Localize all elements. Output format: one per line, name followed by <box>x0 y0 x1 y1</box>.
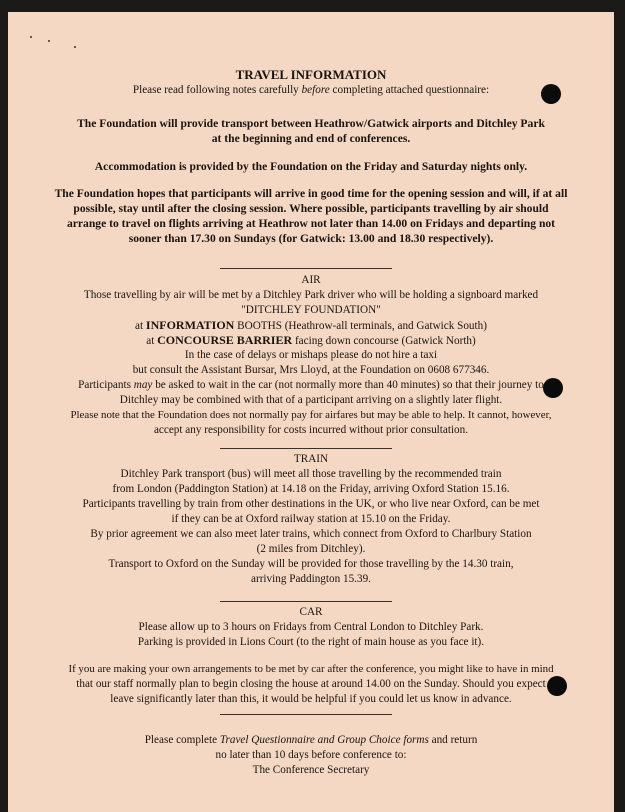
air-line: accept any responsibility for costs incurred without prior consultation. <box>153 424 469 436</box>
notice-line: possible, stay until after the closing session. Where possible, participants travelling by air should <box>73 202 549 215</box>
train-line: arriving Paddington 15.39. <box>251 573 371 585</box>
air-line: Ditchley may be combined with that of a participant arriving on a slightly later flight. <box>119 394 503 406</box>
closing-post: and return <box>428 734 478 746</box>
train-line: from London (Paddington Station) at 14.18 on the Friday, arriving Oxford Station 15.16. <box>112 483 510 495</box>
air-line <box>8 378 614 393</box>
air-line-pre: at <box>146 335 158 347</box>
intro-emphasis: before <box>301 84 330 96</box>
notice-line: at the beginning and end of conferences. <box>211 132 411 145</box>
train-line: By prior agreement we can also meet later trains, which connect from Oxford to Charlbury Station <box>90 528 532 540</box>
air-line-strong: CONCOURSE BARRIER <box>157 333 293 347</box>
page-title: TRAVEL INFORMATION <box>235 67 387 82</box>
car-line: If you are making your own arrangements to be met by car after the conference, you might like to have in mind <box>68 663 554 675</box>
air-line <box>8 333 614 349</box>
section-divider <box>220 601 392 602</box>
air-line: "DITCHLEY FOUNDATION" <box>241 304 381 316</box>
closing-line <box>8 733 614 748</box>
train-line: Participants travelling by train from other destinations in the UK, or who live near Oxford, can be met <box>82 498 540 510</box>
air-line-post: BOOTHS (Heathrow-all terminals, and Gatwick South) <box>234 320 487 332</box>
speck-mark <box>74 46 76 48</box>
closing-emphasis: Travel Questionnaire and Group Choice forms <box>219 734 429 746</box>
closing-pre: Please complete <box>144 734 220 746</box>
notice-line: arrange to travel on flights arriving at Heathrow not later than 14.00 on Fridays and departing not <box>66 217 556 230</box>
air-line-post: facing down concourse (Gatwick North) <box>292 335 476 347</box>
intro-pre: Please read following notes carefully <box>132 84 302 96</box>
car-line: leave significantly later than this, it would be helpful if you could let us know in advance. <box>110 693 512 705</box>
train-line: if they can be at Oxford railway station at 15.10 on the Friday. <box>171 513 451 525</box>
air-line <box>8 318 614 334</box>
speck-mark <box>30 36 32 38</box>
train-line: Transport to Oxford on the Sunday will be provided for those travelling by the 14.30 train, <box>108 558 514 570</box>
air-line: Please note that the Foundation does not normally pay for airfares but may be able to help. It cannot, however, <box>70 409 552 421</box>
car-line: Please allow up to 3 hours on Fridays from Central London to Ditchley Park. <box>138 621 484 633</box>
air-line-emphasis: may <box>133 379 153 391</box>
closing-line: no later than 10 days before conference to: <box>215 749 407 761</box>
train-line: Ditchley Park transport (bus) will meet all those travelling by the recommended train <box>120 468 502 480</box>
air-line: Those travelling by air will be met by a Ditchley Park driver who will be holding a signboard marked <box>83 289 539 301</box>
document-page <box>8 12 614 812</box>
train-heading: TRAIN <box>293 453 329 465</box>
intro-line <box>8 83 614 98</box>
notice-line: sooner than 17.30 on Sundays (for Gatwick: 13.00 and 18.30 respectively). <box>128 232 494 245</box>
air-line-pre: Participants <box>78 379 134 391</box>
section-divider <box>220 714 392 715</box>
car-heading: CAR <box>299 606 323 618</box>
notice-line: Accommodation is provided by the Foundation on the Friday and Saturday nights only. <box>94 160 528 173</box>
intro-post: completing attached questionnaire: <box>329 84 490 96</box>
section-divider <box>220 268 392 269</box>
train-line: (2 miles from Ditchley). <box>256 543 366 555</box>
air-heading: AIR <box>301 274 321 286</box>
speck-mark <box>48 40 50 42</box>
notice-line: The Foundation will provide transport between Heathrow/Gatwick airports and Ditchley Park <box>77 117 545 130</box>
air-line-pre: at <box>135 320 146 332</box>
closing-line: The Conference Secretary <box>252 764 370 776</box>
car-line: Parking is provided in Lions Court (to the right of main house as you face it). <box>137 636 485 648</box>
air-line: but consult the Assistant Bursar, Mrs Lloyd, at the Foundation on 0608 677346. <box>132 364 490 376</box>
car-line: that our staff normally plan to begin closing the house at around 14.00 on the Sunday. Should you expect <box>76 678 546 690</box>
air-line-strong: INFORMATION <box>145 318 235 332</box>
section-divider <box>220 448 392 449</box>
air-line-post: be asked to wait in the car (not normally more than 40 minutes) so that their journey to <box>152 379 544 391</box>
notice-line: The Foundation hopes that participants will arrive in good time for the opening session and will, if at all <box>54 187 568 200</box>
air-line: In the case of delays or mishaps please do not hire a taxi <box>184 349 438 361</box>
